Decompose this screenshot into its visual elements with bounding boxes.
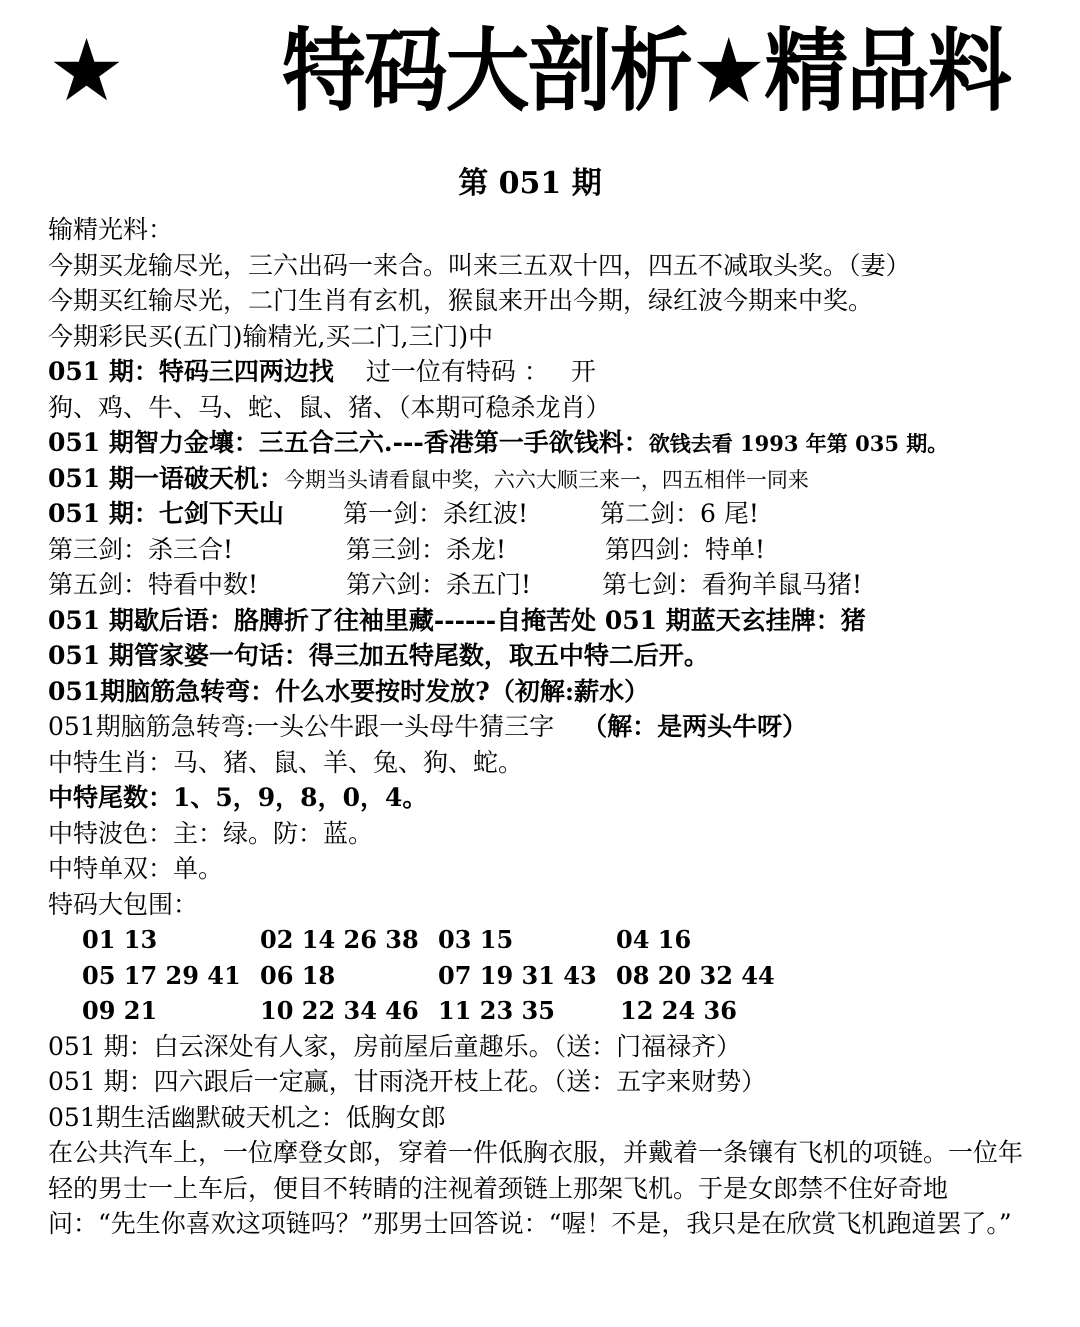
- sword-row: [48, 496, 1058, 532]
- text-line: 特码大包围：: [48, 889, 199, 919]
- text-line: 中特生肖：马、猪、鼠、羊、兔、狗、蛇。: [48, 747, 524, 777]
- sword-item: 第二剑：6 尾!: [600, 499, 759, 528]
- number-group: 01 13: [82, 925, 158, 954]
- number-row: [48, 922, 1058, 958]
- text-segment: 051 期：特码三四两边找: [48, 357, 334, 386]
- humor-story: 在公共汽车上，一位摩登女郎，穿着一件低胸衣服，并戴着一条镶有飞机的项链。一位年轻的男士一上车后，便目不转睛的注视着颈链上那架飞机。于是女郎禁不住好奇地问：“先生你喜欢这项链吗？”那男士回答说：“喔！不是，我只是在欣赏飞机跑道罢了。”: [48, 1138, 1024, 1238]
- text-line: 今期彩民买(五门)输精光,买二门,三门)中: [48, 321, 494, 351]
- number-group: 06 18: [260, 960, 336, 990]
- sword-item: 第六剑：杀五门!: [346, 570, 532, 599]
- text-line: 中特波色：主：绿。防：蓝。: [48, 818, 374, 848]
- sword-item: 第七剑：看狗羊鼠马猪!: [602, 570, 863, 599]
- content-body: [48, 212, 1058, 1242]
- sword-item: 第一剑：杀红波!: [343, 499, 529, 528]
- number-group: 05 17 29 41: [82, 960, 241, 990]
- text-line: 051期生活幽默破天机之：低胸女郎: [48, 1102, 446, 1132]
- text-segment: 欲钱去看 1993 年第 035 期。: [648, 431, 949, 456]
- text-line: 051 期管家婆一句话：得三加五特尾数，取五中特二后开。: [48, 641, 709, 670]
- text-segment: 过一位有特码 ：: [365, 357, 549, 386]
- text-line: [48, 461, 1058, 497]
- text-segment: 今期当头请看鼠中奖，六六大顺三来一，四五相伴一同来: [283, 467, 809, 492]
- text-line: 狗、鸡、牛、马、蛇、鼠、猪、（本期可稳杀龙肖）: [48, 392, 611, 422]
- text-line: 051期脑筋急转弯：什么水要按时发放?（初解:薪水）: [48, 676, 650, 706]
- number-group: 09 21: [82, 996, 158, 1025]
- text-segment: 开: [570, 357, 596, 386]
- number-group: 02 14 26 38: [260, 925, 419, 954]
- text-segment: 051 期一语破天机：: [48, 463, 284, 493]
- sword-item: 第三剑：杀三合!: [48, 534, 234, 564]
- number-group: 04 16: [616, 925, 692, 954]
- sword-item: 第四剑：特单!: [605, 534, 766, 564]
- text-line: 中特尾数：1、5，9，8，0，4。: [48, 783, 428, 812]
- number-group: 10 22 34 46: [260, 996, 419, 1025]
- text-line: 051 期：四六跟后一定赢，甘雨浇开枝上花。（送：五字来财势）: [48, 1067, 767, 1096]
- text-segment: 051 期智力金壤：三五合三六.---香港第一手欲钱料：: [48, 428, 649, 457]
- star-icon: ★: [48, 21, 126, 121]
- number-group: 11 23 35: [438, 996, 555, 1025]
- number-group: 07 19 31 43: [438, 960, 597, 990]
- issue-heading: 第 051 期: [458, 166, 602, 201]
- text-line: [48, 425, 1058, 461]
- sword-item: 051 期：七剑下天山: [48, 499, 284, 528]
- text-line: [48, 354, 1058, 390]
- sword-item: 第三剑：杀龙!: [346, 534, 507, 564]
- number-row: [48, 958, 1058, 994]
- text-segment: （解：是两头牛呀）: [582, 712, 808, 741]
- text-line: 051 期：白云深处有人家，房前屋后童趣乐。（送：门福禄齐）: [48, 1031, 742, 1061]
- number-row: [48, 993, 1058, 1029]
- text-line: 中特单双：单。: [48, 854, 224, 883]
- banner-title: 特码大剖析★精品料: [282, 19, 1010, 124]
- text-line: 今期买红输尽光，二门生肖有玄机，猴鼠来开出今期，绿红波今期来中奖。: [48, 286, 874, 315]
- number-group: 12 24 36: [620, 996, 737, 1025]
- sword-item: 第五剑：特看中数!: [48, 570, 259, 599]
- text-line: [48, 709, 1058, 745]
- sword-row: [48, 567, 1058, 603]
- number-group: 08 20 32 44: [616, 960, 775, 990]
- number-group: 03 15: [438, 925, 514, 954]
- text-segment: 051期脑筋急转弯:一头公牛跟一头母牛猜三字: [48, 712, 555, 741]
- section-title: 输精光料：: [48, 215, 174, 244]
- text-line: 今期买龙输尽光，三六出码一来合。叫来三五双十四，四五不减取头奖。（妻）: [48, 250, 911, 280]
- text-line: 051 期歇后语：胳膊折了往袖里藏------自掩苦处 051 期蓝天玄挂牌：猪: [48, 605, 866, 635]
- sword-row: [48, 532, 1058, 568]
